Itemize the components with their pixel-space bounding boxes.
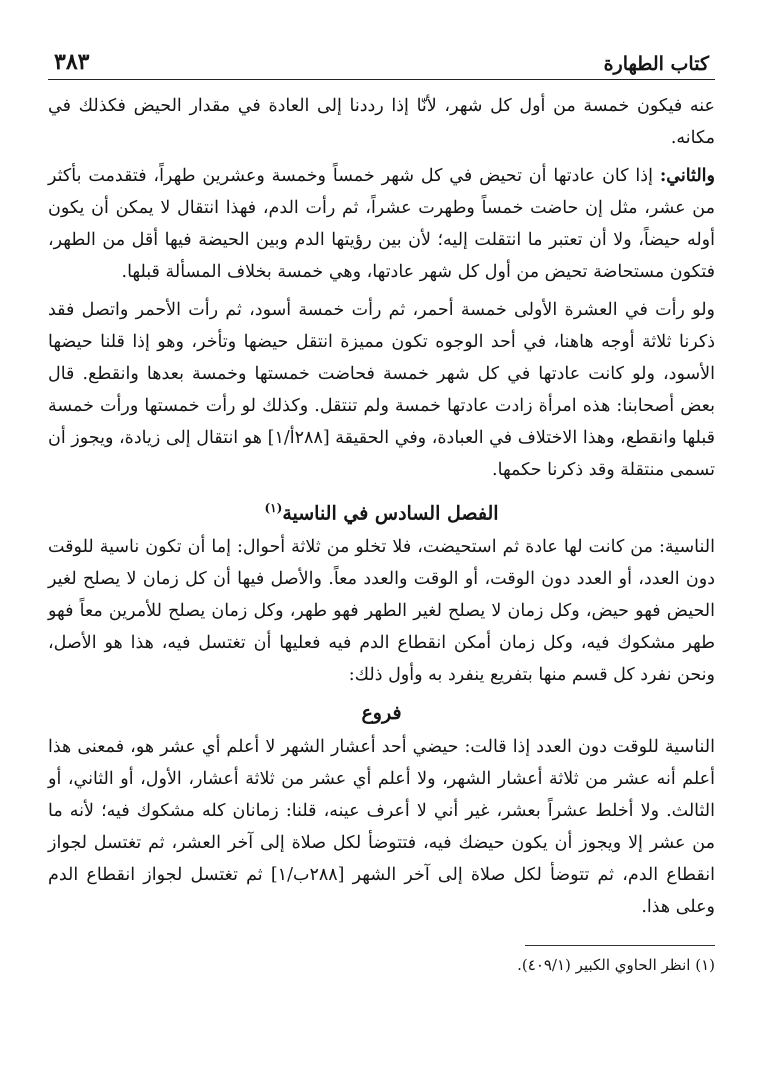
page-body: [48, 80, 715, 978]
section-paragraph: [48, 531, 715, 691]
paragraph-1: [48, 90, 715, 154]
page-number: ٣٨٣: [54, 49, 90, 75]
paragraph-3-text: ولو رأت في العشرة الأولى خمسة أحمر، ثم رأت خمسة أسود، ثم رأت الأحمر واتصل فقد ذكرنا ثلاثة أوجه هاهنا، في أحد الوجوه تكون مميزة انتقل حيضها وتأخر، وهو إذا قلنا حيضها الأسود، ولو كانت عادتها في كل شهر خمسة فحاضت خمستها وخمسة بعدها وانقطع. قال بعض أصحابنا: هذه امرأة زادت عادتها خمسة ولم تنتقل. وكذلك لو رأت خمستها ورأت خمسة قبلها وانقطع، وهذا الاختلاف في العبادة، وفي الحقيقة [٢٨٨أ/١] هو انتقال إلى زيادة، ويجوز أن تسمى منتقلة وقد ذكرنا حكمها.: [48, 300, 715, 480]
paragraph-2-lead: والثاني:: [659, 166, 715, 186]
furu-paragraph-text: الناسية للوقت دون العدد إذا قالت: حيضي أحد أعشار الشهر لا أعلم أي عشر هو، فمعنى هذا أعلم أنه عشر من ثلاثة أعشار الشهر، ولا أعلم أي عشر من ثلاثة أعشار، الأول، أو الثاني، أو الثالث. ولا أخلط عشراً بعشر، غير أني لا أعرف عينه، قلنا: زمانان كله مشكوك فيه؛ لأنه ما من عشر إلا ويجوز أن يكون حيضك فيه، فتتوضأ لكل صلاة إلى آخر العشر، ثم تغتسل لجواز انقطاع الدم، ثم تتوضأ لكل صلاة إلى آخر الشهر [٢٨٨ب/١] ثم تغتسل لجواز انقطاع الدم وعلى هذا.: [48, 737, 715, 918]
paragraph-3: [48, 294, 715, 486]
footnote: (١) انظر الحاوي الكبير (٤٠٩/١).: [517, 956, 715, 975]
section-paragraph-text: الناسية: من كانت لها عادة ثم استحيضت، فلا تخلو من ثلاثة أحوال: إما أن تكون ناسية للوقت دون العدد، أو العدد دون الوقت، أو الوقت والعدد معاً. والأصل فيها أن كل زمان لا يصلح لغير الحيض فهو حيض، وكل زمان لا يصلح لغير الطهر فهو طهر، وكل زمان يصلح للأمرين معاً فهو طهر مشكوك فيه، وكل زمان أمكن انقطاع الدم فيه فعليها أن تغتسل فيه، هذا هو الأصل، ونحن نفرد كل قسم منها بتفريع ينفرد به وأول ذلك:: [48, 537, 715, 686]
section-heading: [48, 492, 715, 529]
footnote-divider: [525, 945, 715, 946]
running-head: [48, 0, 715, 80]
paragraph-2: [48, 160, 715, 288]
paragraph-2-text: إذا كان عادتها أن تحيض في كل شهر خمساً وخمسة وعشرين طهراً، فتقدمت بأكثر من عشر، مثل إن حاضت خمساً وطهرت عشراً، ثم رأت الدم، فهذا انتقال لا يمكن أن يكون أوله حيضاً، ولا أن تعتبر ما انتقلت إليه؛ لأن بين رؤيتها الدم وبين الحيضة فيها أقل من الطهر، فتكون مستحاضة تحيض من أول كل شهر عادتها، وهي خمسة بخلاف المسألة قبلها.: [48, 166, 715, 282]
book-title: كتاب الطهارة: [603, 53, 709, 75]
footnote-marker: (١): [264, 501, 283, 515]
subheading: فروع: [361, 702, 402, 725]
furu-paragraph: [48, 731, 715, 923]
section-heading-text: الفصل السادس في الناسية: [282, 502, 499, 525]
paragraph-1-text: عنه فيكون خمسة من أول كل شهر، لأنّا إذا رددنا إلى العادة في مقدار الحيض فكذلك في مكانه.: [48, 96, 715, 148]
